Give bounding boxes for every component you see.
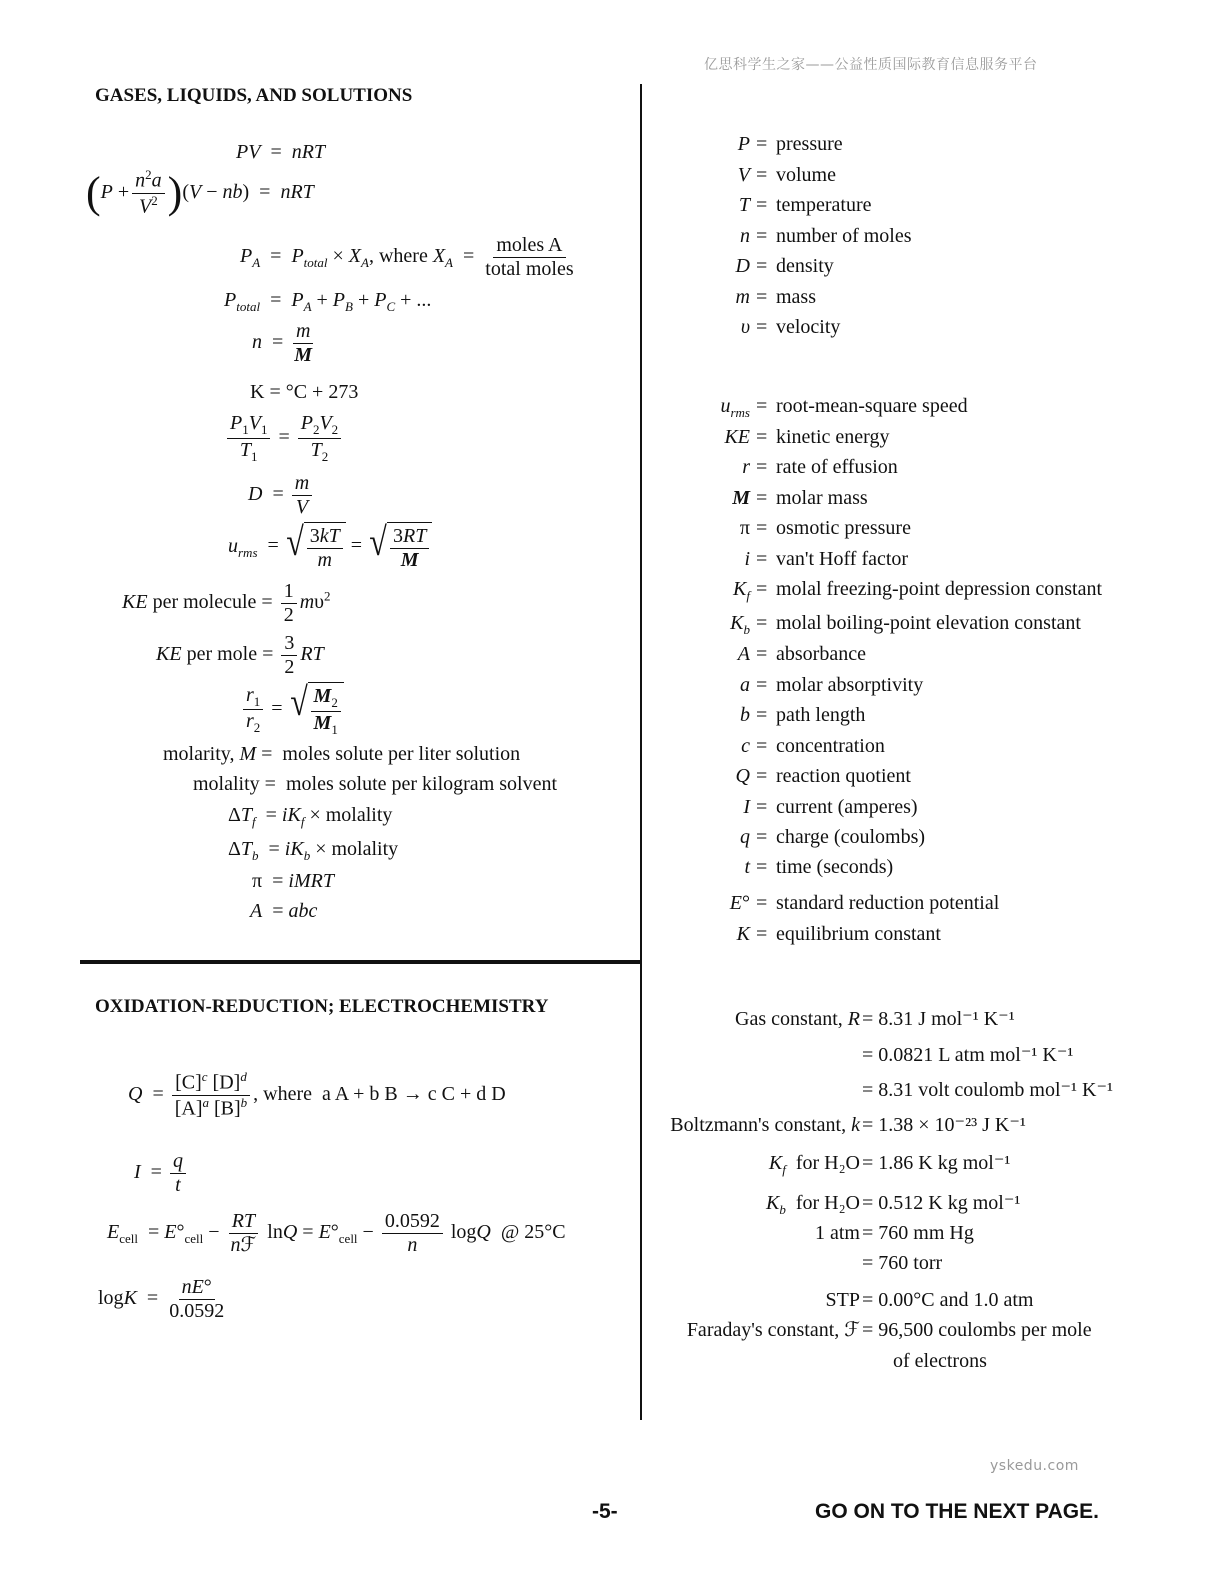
kf-water-label: $K_f$ for H₂O [768, 1152, 860, 1177]
gas-constant-value-row-3: = 8.31 volt coulomb mol⁻¹ K⁻¹ [862, 1079, 1114, 1101]
equals-sign: = [756, 224, 768, 247]
equals-sign: = [756, 133, 768, 155]
equals-sign: = [756, 735, 768, 757]
equation-van-der-waals: (P + $\frac{n^2a}{V^2}$ )(V − nb) = nRT [86, 167, 314, 218]
faraday-label: Faraday's constant, ℱ [686, 1319, 860, 1341]
atm-value-2: 760 torr [878, 1252, 943, 1274]
gas-constant-value-3: 8.31 volt coulomb mol⁻¹ K⁻¹ [878, 1079, 1114, 1101]
atm-label: 1 atm [815, 1222, 860, 1244]
definition-text: time (seconds) [776, 856, 894, 878]
equation-combined-gas: $\frac{P_1V_1}{T_1}$ = $\frac{P_2V_2}{T_2}$ [224, 412, 344, 465]
definition-symbol: V [737, 163, 750, 186]
definition-text: molal freezing-point depression constant [776, 578, 1103, 600]
equation-moles: n = $\frac{m}{M}$ [252, 320, 313, 366]
kf-water-value: 1.86 K kg mol⁻¹ [878, 1152, 1011, 1174]
definition-text: path length [776, 704, 866, 726]
equals-sign: = [756, 285, 768, 308]
molality-label: molality [193, 773, 260, 795]
equation-ke-mole: KE per mole = $\frac{3}{2}$ RT [156, 632, 324, 678]
equation-graham: $\frac{r_1}{r_2}$ = √ $\frac{M_2}{M_1}$ [240, 682, 344, 738]
definition-text: equilibrium constant [776, 923, 941, 945]
equals-sign: = [756, 704, 768, 726]
definition-text: molar mass [776, 487, 868, 509]
definition-symbol: b [740, 704, 750, 726]
equation-molarity: molarity, M = moles solute per liter solution [163, 743, 521, 765]
definition-text: root-mean-square speed [776, 395, 968, 417]
equals-sign: = [756, 426, 768, 448]
equals-sign: = [756, 456, 768, 478]
definition-symbol: $u_{rms}$ [720, 395, 750, 420]
definition-text: molal boiling-point elevation constant [776, 612, 1081, 634]
molarity-definition: moles solute per liter solution [282, 743, 521, 765]
definition-text: volume [776, 163, 836, 186]
definition-text: pressure [776, 133, 843, 155]
definition-text: velocity [776, 316, 841, 338]
watermark-bottom: yskedu.com [990, 1458, 1079, 1474]
equation-ideal-gas: PV = nRT [236, 141, 326, 163]
nernst-constant: 0.0592 [382, 1210, 443, 1234]
equals-sign: = [756, 923, 768, 945]
equation-molality: molality = moles solute per kilogram solvent [193, 773, 558, 795]
definition-symbol: a [740, 674, 750, 696]
equals-sign: = [756, 643, 768, 665]
boltzmann-value: 1.38 × 10⁻²³ J K⁻¹ [878, 1114, 1026, 1136]
equals-sign: = [756, 856, 768, 878]
definition-symbol: r [742, 456, 750, 478]
definition-symbol: t [744, 856, 750, 878]
equals-sign: = [756, 487, 768, 509]
definition-symbol: $K_f$ [733, 578, 750, 603]
definition-symbol: n [740, 224, 750, 247]
definition-text: molar absorptivity [776, 674, 924, 696]
section-heading-gases: GASES, LIQUIDS, AND SOLUTIONS [95, 85, 413, 106]
definition-text: absorbance [776, 643, 866, 665]
molality-definition: moles solute per kilogram solvent [285, 773, 558, 795]
equation-boiling-point: $\Delta T_b = iK_b$ × molality [228, 838, 399, 863]
equals-sign: = [756, 796, 768, 818]
definition-symbol: KE [724, 426, 750, 448]
equals-sign: = [756, 892, 768, 914]
definition-text: van't Hoff factor [776, 548, 909, 570]
equals-sign: = [756, 674, 768, 696]
redox-where-text: , where [253, 1082, 313, 1105]
definition-symbol: E° [729, 892, 750, 914]
atm-value-row-2: = 760 torr [862, 1252, 943, 1274]
faraday-value: 96,500 coulombs per mole [878, 1319, 1092, 1341]
equals-sign: = [756, 578, 768, 600]
times-molality-f: × molality [309, 804, 393, 826]
kb-water-value: 0.512 K kg mol⁻¹ [878, 1192, 1021, 1214]
equation-kelvin: K = °C + 273 [250, 381, 359, 403]
ke-mole-text: per mole [186, 643, 258, 666]
definition-text: temperature [776, 194, 872, 216]
equals-sign: = [756, 548, 768, 570]
gas-constant-value-2: 0.0821 L atm mol⁻¹ K⁻¹ [878, 1044, 1074, 1066]
definition-symbol: M [732, 487, 750, 509]
equals-sign: = [756, 612, 768, 634]
equation-partial-pressure: $P_A = P_{total} \times X_A$, where $X_A$ = $\frac{\text{moles A}}{\text{total moles}}$ [240, 234, 580, 281]
definition-text: concentration [776, 735, 885, 757]
boltzmann-label: Boltzmann's constant, k [670, 1114, 860, 1136]
definition-text: standard reduction potential [776, 892, 1000, 914]
equation-current: I = $\frac{q}{t}$ [134, 1150, 189, 1197]
definition-text: osmotic pressure [776, 517, 911, 539]
equation-urms: $u_{rms}$ = √ $\frac{3kT}{m}$ = √ $\frac{3RT}{M}$ [228, 522, 432, 572]
faraday-value-row-2: of electrons [893, 1350, 987, 1372]
stp-label: STP [825, 1289, 860, 1311]
equals-sign: = [756, 316, 768, 338]
equation-total-pressure: $P_{total} = P_A + P_B + P_C$ + ... [224, 289, 432, 314]
total-moles-text: total moles [485, 258, 574, 280]
times-molality-b: × molality [315, 838, 399, 860]
definition-symbol: c [741, 735, 750, 757]
next-page-label: GO ON TO THE NEXT PAGE. [815, 1500, 1099, 1523]
definition-symbol: Q [735, 765, 750, 787]
equation-osmotic: π = iMRT [252, 870, 334, 892]
definition-symbol: T [738, 194, 750, 216]
definition-symbol: q [740, 826, 750, 848]
section-heading-redox: OXIDATION-REDUCTION; ELECTROCHEMISTRY [95, 996, 549, 1017]
definition-symbol: π [739, 517, 750, 539]
gas-constant-value-1: 8.31 J mol⁻¹ K⁻¹ [878, 1008, 1015, 1030]
definition-symbol: i [744, 548, 750, 570]
equation-ke-molecule: KE per molecule = $\frac{1}{2}$ $m\upsilon^2$ [122, 580, 331, 626]
logk-constant: 0.0592 [169, 1300, 225, 1322]
definition-text: density [776, 255, 834, 277]
moles-a-text: moles A [493, 234, 565, 258]
equals-sign: = [756, 255, 768, 277]
definition-text: reaction quotient [776, 765, 911, 787]
page-number: -5- [592, 1500, 618, 1523]
section-divider [80, 960, 640, 964]
ke-molecule-text: per molecule [152, 591, 257, 614]
definition-symbol: m [735, 285, 750, 308]
gas-constant-label: Gas constant, R [735, 1008, 860, 1030]
definition-text: mass [776, 285, 816, 308]
kb-water-label: $K_b$ for H₂O [765, 1192, 860, 1217]
equation-reaction-quotient: Q = $\frac{[C]^c [D]^d}{[A]^a [B]^b}$ , where a A + b B → c C + d D [128, 1069, 506, 1120]
equals-sign: = [756, 194, 768, 216]
atm-value-1: 760 mm Hg [878, 1222, 974, 1244]
definition-text: rate of effusion [776, 456, 898, 478]
equals-sign: = [756, 163, 768, 186]
definition-text: charge (coulombs) [776, 826, 926, 848]
definition-text: number of moles [776, 224, 912, 247]
where-text: , where [368, 245, 428, 268]
definition-symbol: I [743, 796, 750, 818]
equals-sign: = [756, 765, 768, 787]
definition-text: current (amperes) [776, 796, 918, 818]
definition-symbol: P [737, 133, 750, 155]
definition-text: kinetic energy [776, 426, 890, 448]
equation-log-k: logK = $\frac{nE^\circ}{0.0592}$ [98, 1276, 230, 1323]
equation-density: D = $\frac{m}{V}$ [248, 472, 315, 519]
gas-constant-value-row-2: = 0.0821 L atm mol⁻¹ K⁻¹ [862, 1044, 1074, 1066]
equation-freezing-point: $\Delta T_f = iK_f$ × molality [228, 804, 393, 829]
at-temp-text: @ 25°C [500, 1221, 566, 1244]
reaction-text: a A + b B → c C + d D [322, 1082, 506, 1105]
definition-symbol: D [735, 255, 750, 277]
equals-sign: = [756, 395, 768, 417]
definition-symbol: A [737, 643, 750, 665]
molarity-label: molarity, [163, 743, 235, 765]
equals-sign: = [756, 517, 768, 539]
definition-symbol: υ [740, 316, 750, 338]
definition-symbol: $K_b$ [730, 612, 750, 637]
equation-nernst: $E_{cell} = E^\circ_{cell}$ − $\frac{RT}{\text{nℱ}}$ $\ln Q = E^\circ_{cell}$ − $\frac{0.0592}{n}$ logQ @ 25°C [107, 1210, 566, 1256]
stp-value: 0.00°C and 1.0 atm [878, 1289, 1034, 1311]
equals-sign: = [756, 826, 768, 848]
watermark-top: 亿思科学生之家——公益性质国际教育信息服务平台 [704, 57, 1038, 73]
equation-beer-lambert: A = abc [250, 900, 318, 922]
definition-symbol: K [736, 923, 750, 945]
